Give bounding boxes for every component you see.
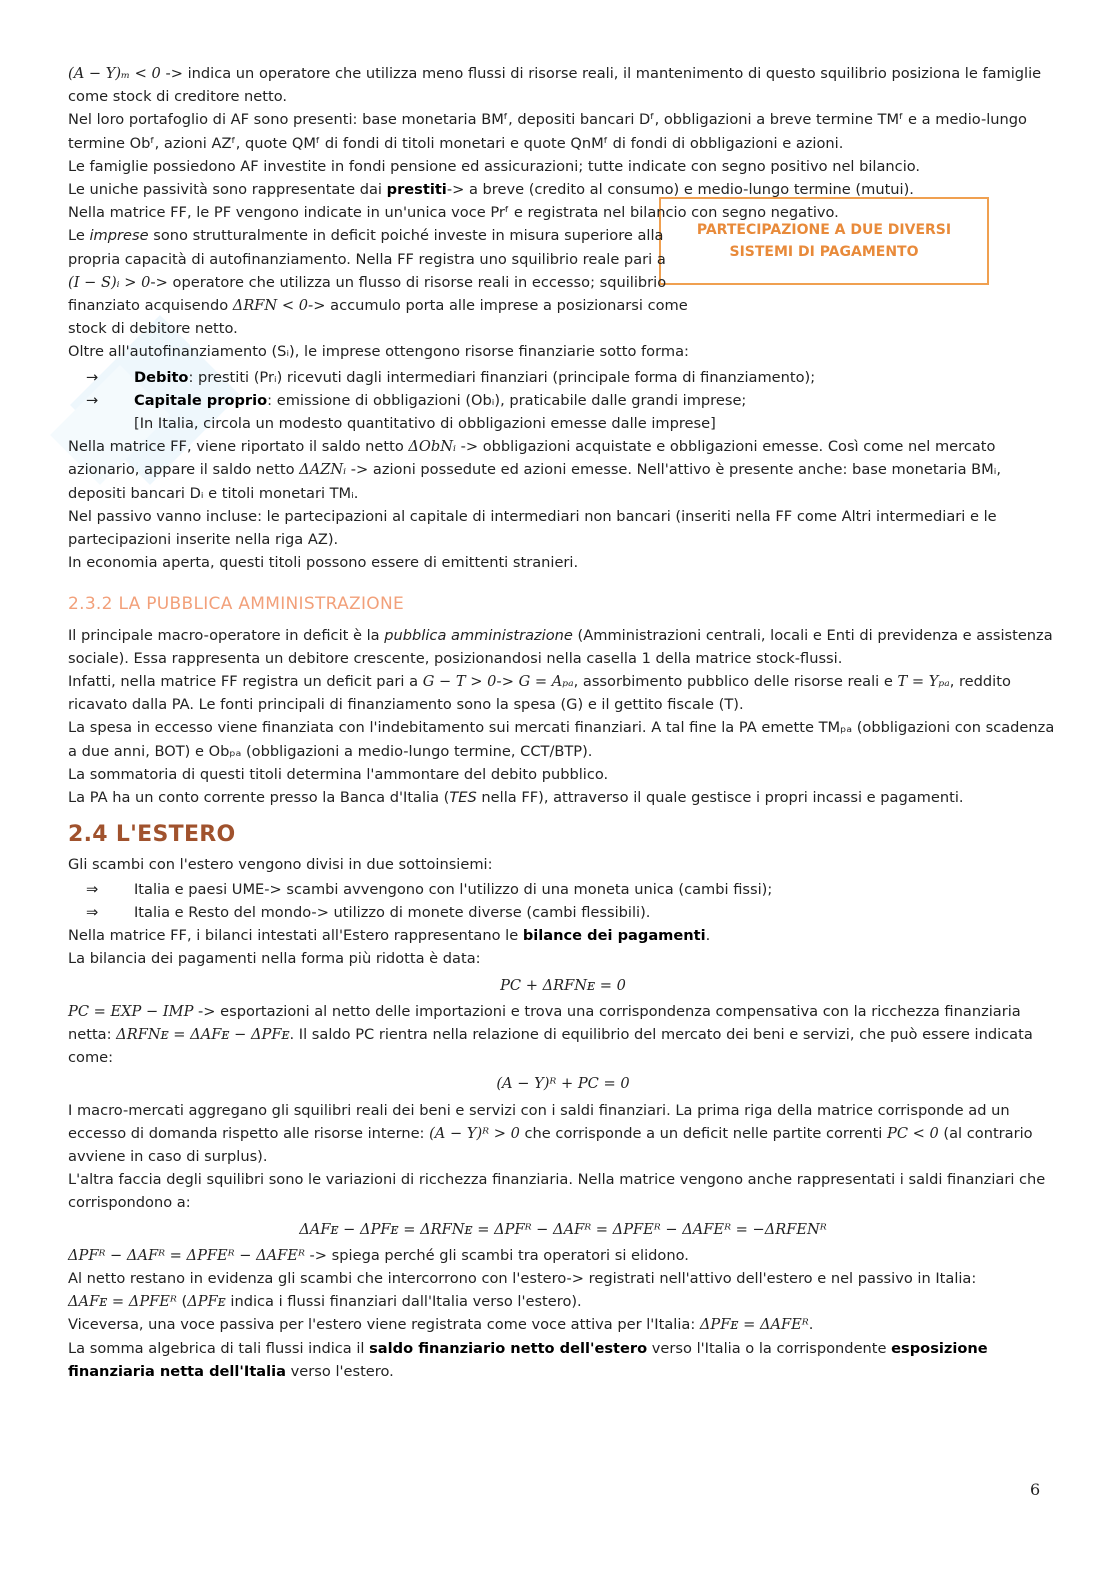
paragraph-viceversa: Viceversa, una voce passiva per l'estero viene registrata come voce attiva per l'Italia: ΔPFᴇ = ΔAFEᴿ. [68,1316,814,1334]
paragraph-somma-algebrica: La somma algebrica di tali flussi indica il saldo finanziario netto dell'estero verso l'Italia o la corrispondente esposizione finanziaria netta dell'Italia verso l'estero. [68,1339,988,1380]
formula: (A − Y)ₘ < 0 [68,65,161,82]
callout-line-2: SISTEMI DI PAGAMENTO [729,244,919,260]
paragraph-famiglie-squilibrio: (A − Y)ₘ < 0 -> indica un operatore che utilizza meno flussi di risorse reali, il mantenimento di questo squilibrio posiziona le famiglie come stock di creditore netto. [68,65,1042,106]
document-body [68,62,1058,1383]
paragraph-conto-corrente: La PA ha un conto corrente presso la Banca d'Italia (TES nella FF), attraverso il quale gestisce i propri incassi e pagamenti. [68,789,964,807]
arrow-icon: → [86,391,99,409]
paragraph-al-netto: Al netto restano in evidenza gli scambi che intercorrono con l'estero-> registrati nell'attivo dell'estero e nel passivo in Italia: ΔAFᴇ = ΔPFEᴿ (ΔPFᴇ indica i flussi finanziari dall'Italia verso l'estero). [68,1269,977,1311]
paragraph-pa-deficit: Infatti, nella matrice FF registra un deficit pari a G − T > 0-> G = Aₚₐ, assorbimento pubblico delle risorse reali e T = Yₚₐ, reddito ricavato dalla PA. Le fonti principali di finanziamento sono la spesa (G) e il gettito fiscale (T). [68,673,1011,714]
bullet-list-imprese [86,366,1058,436]
list-item: ⇒ Italia e Resto del mondo-> utilizzo di monete diverse (cambi flessibili). [86,901,1058,924]
list-note: [In Italia, circola un modesto quantitativo di obbligazioni emesse dalle imprese] [134,415,716,433]
bullet-list-estero [86,878,1058,924]
paragraph-saldo-netto: Nella matrice FF, viene riportato il saldo netto ΔObNᵢ -> obbligazioni acquistate e obbligazioni emesse. Così come nel mercato azionario, appare il saldo netto ΔAZNᵢ -> azioni possedute ed azioni emesse. Nell'attivo è presente anche: base monetaria BMᵢ, depositi bancari Dᵢ e titoli monetari TMᵢ. [68,438,1002,502]
paragraph-portafoglio: Nel loro portafoglio di AF sono presenti: base monetaria BMᶠ, depositi bancari Dᶠ, obbligazioni a breve termine TMᶠ e a medio-lungo termine Obᶠ, azioni AZᶠ, quote QMᶠ di fondi di titoli monetari e quote QnMᶠ di fondi di obbligazioni e azioni. [68,111,1027,152]
paragraph-elisione: ΔPFᴿ − ΔAFᴿ = ΔPFEᴿ − ΔAFEᴿ -> spiega perché gli scambi tra operatori si elidono. [68,1246,689,1264]
paragraph-autofinanziamento: Oltre all'autofinanziamento (Sᵢ), le imprese ottengono risorse finanziarie sotto forma: [68,343,689,361]
equation-3: ΔAFᴇ − ΔPFᴇ = ΔRFNᴇ = ΔPFᴿ − ΔAFᴿ = ΔPFEᴿ − ΔAFEᴿ = −ΔRFENᴿ [299,1220,827,1238]
paragraph-pc: PC = EXP − IMP -> esportazioni al netto delle importazioni e trova una corrispondenza compensativa con la ricchezza finanziaria netta: ΔRFNᴇ = ΔAFᴇ − ΔPFᴇ. Il saldo PC rientra nella relazione di equilibrio del mercato dei beni e servizi, che può essere indicata come: [68,1002,1033,1067]
double-arrow-icon: ⇒ [86,880,99,898]
equation-2: (A − Y)ᴿ + PC = 0 [496,1075,630,1093]
paragraph-scambi: Gli scambi con l'estero vengono divisi in due sottoinsiemi: [68,855,493,873]
paragraph-pa-spesa: La spesa in eccesso viene finanziata con l'indebitamento sui mercati finanziari. A tal fine la PA emette TMₚₐ (obbligazioni con scadenza a due anni, BOT) e Obₚₐ (obbligazioni a medio-lungo termine, CCT/BTP). [68,719,1055,760]
arrow-icon: → [86,368,99,386]
page-number: 6 [1030,1480,1041,1499]
paragraph-debito-pubblico: La sommatoria di questi titoli determina l'ammontare del debito pubblico. [68,765,609,783]
list-item: ⇒ Italia e paesi UME-> scambi avvengono con l'utilizzo di una moneta unica (cambi fissi); [86,878,1058,901]
paragraph-matrice-ff: Nella matrice FF, le PF vengono indicate in un'unica voce Prᶠ e registrata nel bilancio con segno negativo. [68,204,839,222]
paragraph-economia-aperta: In economia aperta, questi titoli possono essere di emittenti stranieri. [68,554,579,572]
paragraph-imprese: Le imprese sono strutturalmente in deficit poiché investe in misura superiore alla propria capacità di autofinanziamento. Nella FF registra uno squilibrio reale pari a (I − S)ᵢ > 0-> operatore che utilizza un flusso di risorse reali in eccesso; squilibrio finanziato acquisendo ΔRFN < 0-> accumulo porta alle imprese a posizionarsi come stock di debitore netto. [68,227,688,338]
paragraph-fondi: Le famiglie possiedono AF investite in fondi pensione ed assicurazioni; tutte indicate con segno positivo nel bilancio. [68,157,921,175]
list-item: → Capitale proprio: emissione di obbligazioni (Obᵢ), praticabile dalle grandi imprese; [86,389,1058,412]
paragraph-macro-mercati: I macro-mercati aggregano gli squilibri reali dei beni e servizi con i saldi finanziari. La prima riga della matrice corrisponde ad un eccesso di domanda rispetto alle risorse interne: (A − Y)ᴿ > 0 che corrisponde a un deficit nelle partite correnti PC < 0 (al contrario avviene in caso di surplus). [68,1101,1033,1165]
heading-pubblica-amministrazione: 2.3.2 LA PUBBLICA AMMINISTRAZIONE [68,594,404,615]
paragraph-bilance: Nella matrice FF, i bilanci intestati all'Estero rappresentano le bilance dei pagamenti. [68,927,711,945]
heading-estero: 2.4 L'ESTERO [68,822,236,848]
paragraph-bilancia: La bilancia dei pagamenti nella forma più ridotta è data: [68,950,481,968]
paragraph-variazioni: L'altra faccia degli squilibri sono le variazioni di ricchezza finanziaria. Nella matrice vengono anche rappresentati i saldi finanziari che corrispondono a: [68,1171,1046,1212]
paragraph-passivita: Le uniche passività sono rappresentate dai prestiti-> a breve (credito al consumo) e medio-lungo termine (mutui). [68,181,914,199]
equation-1: PC + ΔRFNᴇ = 0 [500,976,626,994]
callout-line-1: PARTECIPAZIONE A DUE DIVERSI [696,222,952,238]
list-item: → Debito: prestiti (Prᵢ) ricevuti dagli intermediari finanziari (principale forma di finanziamento); [86,366,1058,389]
paragraph-pa-intro: Il principale macro-operatore in deficit è la pubblica amministrazione (Amministrazioni centrali, locali e Enti di previdenza e assistenza sociale). Essa rappresenta un debitore crescente, posizionandosi nella casella 1 della matrice stock-flussi. [68,626,1053,667]
double-arrow-icon: ⇒ [86,903,99,921]
paragraph-passivo: Nel passivo vanno incluse: le partecipazioni al capitale di intermediari non bancari (inseriti nella FF come Altri intermediari e le partecipazioni inserite nella riga AZ). [68,507,997,549]
